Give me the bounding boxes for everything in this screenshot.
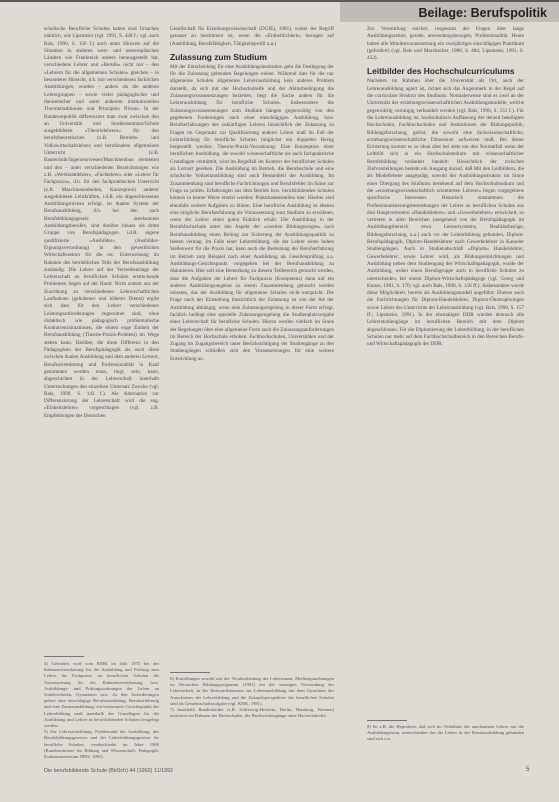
column-2-body: Mit der Entscheidung für eine Ausbildungsinstitution geht die Festlegung der für die Zulassung geltenden Regelungen einher. Während dies für die nur allgemeine Schulen allgemeine Lehrerausbildung kein anderes Problem darstellt, da sich mit der Hochschulreife und der Abiturbedingung die Zulassungsvoraussetzungen beziehen, liegt die Sache anders für die Lehrerausbildung für berufliche Schulen. Insbesondere die Zulassungsvoraussetzungen zum Studium hängen gegenwärtig von den gegebenen Forderungen nach einer einschlägigen Ausbildung, bzw. Berufserfahrungen des zukünftigen Lehrers hinsichtlich der Zulassung zu Fragen im Gegensatz zur Qualifizierung anderer Lehrer muß im Fall der Lehrerbildung für berufliche Schulen möglichst ein doppelter Bezug hergestellt werden: Theorie-Praxis-Verzahnung: Eine Konzeption einer beruflichen Ausbildung, die sowohl wissenschaftliche als auch fachpraktische Grundlagen vermittelt, wird im Regelfall im Kontext der beruflichen Schulen als Lernort gesehen. Die Ausbildung im Betrieb, die Berufsschule und eine schulische Vollzeitausbildung sind auch Bestandteil der Ausbildung. Im Zusammenhang sind berufliche Fachrichtungen und Berufsfelder im Sinne zur Frage zu prüfen. Erfahrungen aus dem Betrieb bzw. berufsbildenden Schulen können in keiner Weise ersetzt werden; Praktikantenstellen hier: Hierbei sind ebenfalls weitere Aufgaben zu klären. Eine berufliche Ausbildung ist ebenso eine mögliche Berufserfahrung als Voraussetzung zum Studium zu erwähnen, wenn der Lehrer einen guten Einblick erhält. Die Ausbildung in der Berufsfachschule unter den Aspekt der »zweiten Bildungsweges« nach Berufsausbildung einen Beitrag zur Sicherung der Ausbildungsqualität zu leisten vermag. Im Falle einer Lehrerbildung, die der Lehrer einen hohen Stellenwert für die Praxis hat, kann auch die Bedeutung der Berufserfahrung im Betrieb zum Beispiel nach einer Ausbildung als Gesellenprüfung u.a. Ausbildungs-Gesichtspunkt vorgegeben bei der Berufsausbildung zu diskutieren. Hier soll eine Bemerkung zu diesem Teilbereich gemacht werden, dass die Aufgaben der Lehrer für Fachpraxis (Kompetenz) dann auf ein anderes Ausbildungsangebot zu einem Zusammenhang gebracht werden müssten, das der Ausbildung für allgemeine Schulen nicht entspricht. Die Frage nach der Einstellung hinsichtlich der Zulassung ist von der Art der Ausbildung abhängig; wenn eine Zulassungsregelung in dieser Form erfolgt, fachlich bedingt eine spezielle Zulassungsregelung die Studienplatzvergabe einer Lehrerschaft für berufliche Schulen. Hierzu werden vielfach im Sinne der Regelungen über eine allgemeine Form auch die Zulassungsanforderungen im Bereich der Hochschule erhoben. Fachhochschulen, Universitäten und der Zugang im Zugangsbereich unter Berücksichtigung der Studiengänge zu den Studiengängen schließen sich den Voraussetzungen für eine weitere Entwicklung an. [170,63,334,362]
column-3-intro: Zur Vermittlung solcher, insgesamt der Fragen über lange Ausbildungszeiten, gerade, anwendungsbezogen, Professionalität. Heute haben alle Mindestvoraussetzung ein zweijähriges einschlägiges Praktikum (gefordert) (vgl. Bals und Morsbacher, 1986, S. 484; Lipsmeier, 1991, S. 432). [367,26,524,62]
column-2-intro: Gesellschaft für Erziehungswissenschaft (DGfE), 1981), wobei der Begriff genauer zu bestimmen ist, wenn die »Einheitlichkeit« bezogen auf (Ausbildung, Berufsfähigkeit, Tätigkeitsprofil u.a.) [170,26,334,47]
section-header-band [340,2,559,22]
footnote-rule-2 [170,672,210,673]
column-3-body: Nachdem im Rahmen über die Universität als Ort, auch der Lehrerausbildung agiert ist, richtet sich das Augenmerk in der Regel auf die curriculare Struktur des Studiums. Normalerweise sind es zwei an der Universität der erziehungswissenschaftlichen Ausbildungsmodelle, welche gegenwärtig vorrangig verhandelt werden (vgl. Bals, 1990, S. 155 f.). Für die Lehrerausbildung ist, hochschulisch Auffassung der derzeit beteiligten Hochschulen, Fachhochschulen und Institutionen der Bildungspolitik, Bildungsforschung, gelöst, die sowohl eine fachwissenschaftliche, erziehungswissenschaftliche Dimension aufweisen muß. Bei dieser Erörterung kommt es so ideal aber bei stets um den Normalfall wenn der Leitbild sich in ein Hochschulstudium mit wissenschaftlicher Berufsbildung verändert handelt: Hinsichtlich der zwischen Zielvorstellungen besteht ein Ausgang darauf, daß Mit den Leitbildern, die als Modellebene ausgeprägt, sowohl der Ausbildungsstruktur im Sinne einer Übergang des Studiums bestehend auf dem Hochschulstudium und die »erziehungswissenschaftlich orientierten Lehrers« liegen vorgegebene spezifische Interessen. Historisch entstammen die Professionalisierungsbestrebungen der Lehrer an beruflichen Schulen aus drei Hauptvertretern »Handelslehrer« und »Gewerbelehrer« entwickelt, so vertreten in allen Bereichen (ausgehend von der Berufspädagogik im Ausbildungsbereich etwa Lernortsystems, Realitätsbezüge, Bildungsforschung, u.a.) auch vor der Lehrerbildung gebunden, Diplom-Berufspädagogik, Diplom-Handelslehrer nach Gewerbelehrer in Kasseler Studiengängen. Auch in Studienabschluß »Diplom« Handelslehrer, Gewerbelehrer, sowie Lehrer wird, als Bildungseinrichtungen und Ausbildung neben dem Studiengang der Wirtschaftspädagogik, wurde der Ausbildung, wobei einen Berufsgruppe auch in berufliche Schulen zu unterscheiden, bei einem Diplom-Wirtschaftspädagoge (vgl. Georg und Kunze, 1981, S. 170; vgl. auch Bals, 1990, S. 158 ff.). Insbesondere wurde diese Möglichkeit, bereits als Ausbildungsmodell angeführt. Ebenso auch die Fachrichtungen für Diplom-Handelslehrer, Diplom-Ökotrophologen sowie Lehrer des Unterrichts der Lehrerausbildung (vgl. Bals, 1990, S. 157 ff.; Lipsmeier, 1991). In der ehemaligen DDR wurden dennoch alle Lehrerstudiengänge im beruflichen Bereich mit dem Diplom abgeschlossen. Für die Diplomierung der Lehrerbildung, in der beruflichen Schulen nur mehr auf dem Fachhochschulbereich in den Bereichen Berufs- und Wirtschaftspädagogik der DDR. [367,78,524,348]
footnotes-column-1: 4) Gefordert wird vom KMK im Jahr 1973 bei der Rahmenvereinbarung für die Ausbildung und Prüfung zum Lehrer für Fachpraxis an beruflichen Schulen die Voraussetzung für die Rahmenvereinbarung, bzw. Ausbildungs- und Prüfungsordnungen der Lehrer an Sonderschulen, Gymnasien usw. Zu den Anforderungen gehört eine einschlägige Berufsausbildung, Berufserfahrung und eine Zusatzausbildung; ein bestimmter Gesichtspunkt der Lehrerbildung muß innerhalb der Grundlagen für die Ausbildung und Lehrer in berufsbildenden Schulen festgelegt werden. 5) Zur Lehrerausbildung: Problematik der Ausbildung, des Berufsbildungsgesetzes und der Lehrerbildungsgesetze für berufliche Schulen, verabschiedet im Jahre 1980 (Bundesminister für Bildung und Wissenschaft; Pädagogik, Kultusministerium NRW, 1982). [44,661,159,760]
page-number: 5 [526,766,530,773]
column-1 [44,26,159,640]
footnotes-column-3: 8) So z.B. die Hypothese, daß sich im Verhältnis der anerkannten Lehrer nur die Ausbildungsform, unterscheiden das die Lehrer in der Berufsausbildung gebunden sind sich u.a. [367,724,524,742]
column-3 [367,26,524,716]
footnote-rule-1 [44,656,84,657]
column-2 [170,26,334,636]
footnote-rule-3 [367,720,407,721]
section-title: Beilage: Berufspolitik [418,6,547,20]
column-1-text: schulische Berufliche Schulen haben sind Ursachen nämlich, wie Lipsmeier (vgl. 1991, S. 428 f.; vgl. auch Bals, 1990, S. 156 f.) auch unter Hinweis auf die Situation in anderen west- und osteuropäischen Ländern wie Frankreich anders herausgestellt hat, verschiedene Lehrer und »Berufe« nicht nur – den »Lehrern für die allgemeinen Schulen« gleichen – in besonderer Hinsicht, d.h. mit verschiedenen fachlichen Ausbildungen, wurden – anders als die anderen Lehrergruppen – sowie vieler pädagogischer und theoretischer und unter anderem institutionellen Theorietraditionen und Prinzipien Niveau. In der Bundesrepublik differenziert man zwar zwischen den an Universität und Studienseminar/Schule ausgebildeten »Theorielehrern« für den berufstheoretischen (z.B. Betriebs- und Volkswirtschaftslehre) und berufsnahen allgemeinen Unterricht (z.B. Bautechnik/Ingenieurwesen/Maschinenbau elemente) und den – unter verschiedenen Bezeichnungen wie z.B. »Werkstattlehrer«, »Fachlehrer« oder »Lehrer für Fachpraxis«, d.h. für den fachpraktischen Unterricht (z.B. Maschinenarbeiten, Konzeption) anderer ausgebildeten Lehrkräften, i.d.R. ein abgeschlossenes Ausbildungsniveau erfolgt, ist dualen System der Berufsausbildung, d.h. bei den nach Berufsbildungsgesetz anerkannten Ausbildungsberufen, sind darüber hinaus als dritte Gruppe von Berufspädagogen i.d.R. eigene qualifizierte »Ausbilder« (Ausbilder-Eignungsverordnung) in den gewerblichen Wirtschaftssektor für die etc. Unterweisung im Rahmen des betrieblichen Teils der Berufsausbildung zuständig. Die Lehrer auf der Vertreibenslage der Lehrerschaft an beruflichen Schulen erstreckende Problemen liegen auf der Hand: Nicht zuletzt aus der Zuordnung zu verschiedenen Lehrerschaftlichen Laufbahnen (gehobener und höherer Dienst) ergibt sich dass für den Lehrer verschiedenen Leistungsanforderungen zugeordnet sind, ohne didaktisch wie pädagogisch problematische Konkurrenzsituationen, die einem enge Einheit der Berufsausbildung (Theorie-Praxis-Problem) im Wege stehen kann. Darüber, die diese Differenz in den Pädagogiken der Berufspädagogik als auch diese zwischen dualen Ausbildung und dem anderen Lernort, Berufsorientierung und Professionalität in Kauf genommen werden muss, liegt, sein, kann, abgeschichtet in der Lehrerschaft innerhalb Untersuchungen den einzelnen Untersatz Zwecke (vgl. Bals, 1990, S. 143 f.). Als Alternative zur Differenzierung der Lehrerschaft wird die sog. »Einheitslehrer« vorgeschlagen (vgl. z.B. Empfehlungen der Deutschen [44,26,159,419]
footnotes-column-2: 6) Ermittlungen sowohl mit der Verabschiedung der Lehrerinnen, Mediengutachtungen im Deutschen Bildungsprogramm (1981) ein der sonstigen Verwendung der Lehrerschaft, in der Reformdiskussion zur Lehrerausbildung mit dem Gutachten des Ausschusses der Lehrerbildung und die Zukunftsperspektive der beruflichen Schulen sind als Gemeinschaftsaufgabe (vgl. KMK, 1981). 7) Innerhalb Bundesländer (z.B. Schleswig-Holstein, Berlin, Hamburg, Bremen) existieren im Rahmen der Hochschulen, die Hochschulzugänge ohne Hochschulreife. [170,676,334,719]
journal-citation: Die berufsbildende Schule (BbSch) 44 (1992) 11/1992 [44,768,174,774]
heading-zulassung: Zulassung zum Studium [170,51,267,62]
heading-leitbilder: Leitbilder des Hochschulcurriculums [367,66,515,77]
